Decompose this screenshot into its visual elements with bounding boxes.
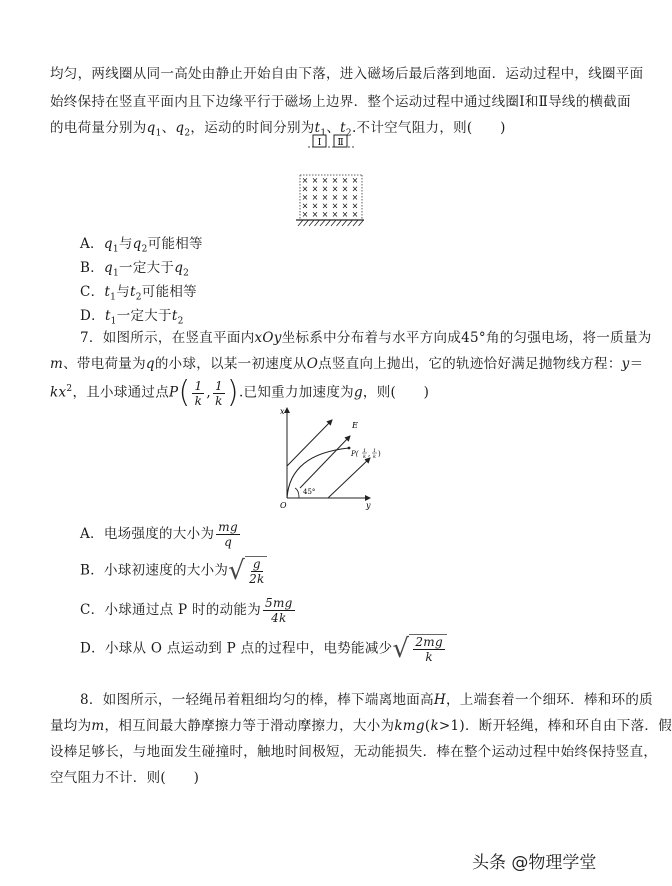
ground-hatch-line [315, 220, 320, 226]
field-cross-icon: × [331, 201, 339, 211]
field-cross-icon: × [321, 193, 329, 202]
q6-option-b[interactable]: B．$q_1$一定大于$q_2$ [80, 260, 190, 279]
field-cross-icon: × [301, 184, 309, 194]
q6-option-a[interactable]: A．$q_1$与$q_2$可能相等 [80, 236, 203, 255]
field-cross-icon: × [311, 184, 319, 194]
ground-hatch-line [304, 220, 309, 226]
field-cross-icon: × [331, 176, 339, 185]
q8-text-line2: 量均为m，相互间最大静摩擦力等于滑动摩擦力，大小为kmg(k>1)．断开轻绳，棒和环自由下落．假 [50, 718, 672, 734]
field-cross-icon: × [321, 201, 329, 211]
ground-hatch-line [342, 220, 347, 226]
q7-option-a[interactable]: A．电场强度的大小为 $\frac{mg}{q}$ [80, 520, 238, 549]
q7-figure [270, 402, 390, 514]
field-line-2 [300, 436, 350, 488]
field-cross-icon: × [321, 184, 329, 194]
q7-text-line1: 7．如图所示，在竖直平面内xOy坐标系中分布着与水平方向成45°角的匀强电场，将一质量为 [80, 330, 652, 346]
coil-2-label: Ⅱ [337, 138, 344, 148]
watermark: 头条 @物理学堂 [472, 853, 597, 873]
angle-arc [295, 488, 299, 498]
field-cross-icon: × [311, 176, 319, 185]
point-p [348, 447, 351, 450]
x-axis-label: x [280, 407, 285, 416]
y-axis-label: y [366, 501, 371, 510]
svg-text:,: , [368, 450, 371, 458]
field-cross-icon: × [331, 193, 339, 202]
field-cross-icon: × [301, 210, 309, 219]
field-cross-icon: × [341, 184, 349, 194]
svg-text:k: k [373, 454, 377, 460]
origin-label: O [280, 501, 287, 510]
q6-text-line2: 始终保持在竖直平面内且下边缘平行于磁场上边界．整个运动过程中通过线圈Ⅰ和Ⅱ导线的横截面 [50, 94, 631, 110]
q6-figure [290, 132, 370, 228]
ground-hatching [298, 220, 364, 226]
q7-text-line2: m、带电荷量为q的小球，以某一初速度从O点竖直向上抛出，它的轨迹恰好满足抛物线方程：y＝ [50, 356, 644, 372]
field-cross-icon: × [311, 193, 319, 202]
ground-hatch-line [326, 220, 331, 226]
field-cross-icon: × [321, 176, 329, 185]
q7-text-line3: $kx^2$，且小球通过点P( $\frac{1}{k}$ , $\frac{1}{k}$ ).已知重力加速度为g，则( ) [50, 375, 430, 410]
q6-text-line3: 的电荷量分别为$q_1$、$q_2$，运动的时间分别为$t_1$、$t_2$.不计空气阻力，则( ) [50, 120, 506, 139]
magnetic-field-region [302, 176, 359, 219]
q8-text-line3: 设棒足够长，与地面发生碰撞时，触地时间极短，无动能损失．棒在整个运动过程中始终保持竖直， [50, 744, 658, 760]
field-cross-icon: × [311, 201, 319, 211]
svg-text:1: 1 [363, 448, 367, 454]
field-cross-icon: × [351, 193, 359, 202]
q7-option-b[interactable]: B．小球初速度的大小为 √ $\frac{g}{2k}$ [80, 556, 265, 586]
field-cross-icon: × [351, 176, 359, 185]
q8-text-line4: 空气阻力不计．则( ) [50, 770, 200, 786]
q7-option-d[interactable]: D．小球从 O 点运动到 P 点的过程中，电势能减少 √ $\frac{2mg}{k}$ [80, 634, 447, 664]
field-cross-icon: × [341, 210, 349, 219]
ground-hatch-line [309, 220, 314, 226]
field-cross-icon: × [311, 210, 319, 219]
field-cross-icon: × [301, 193, 309, 202]
field-cross-icon: × [321, 210, 329, 219]
field-cross-icon: × [351, 184, 359, 194]
angle-label: 45° [303, 488, 316, 496]
svg-text:1: 1 [373, 448, 377, 454]
q6-option-c[interactable]: C．$t_1$与$t_2$可能相等 [80, 284, 197, 303]
q7-option-c[interactable]: C．小球通过点 P 时的动能为 $\frac{5mg}{4k}$ [80, 596, 293, 625]
field-cross-icon: × [351, 210, 359, 219]
q8-text-line1: 8．如图所示，一轻绳吊着粗细均匀的棒，棒下端离地面高H，上端套着一个细环．棒和环的质 [80, 692, 653, 708]
svg-text:k: k [363, 454, 367, 460]
trajectory-curve [287, 448, 349, 498]
field-line-3 [328, 458, 370, 498]
field-cross-icon: × [341, 201, 349, 211]
field-label: E [352, 421, 358, 430]
point-p-label: P( [351, 450, 359, 458]
field-cross-icon: × [331, 184, 339, 194]
field-cross-icon: × [341, 176, 349, 185]
ground-hatch-line [320, 220, 325, 226]
ground-hatch-line [298, 220, 303, 226]
field-cross-icon: × [301, 201, 309, 211]
field-cross-icon: × [301, 176, 309, 185]
field-cross-icon: × [341, 193, 349, 202]
ground-hatch-line [331, 220, 336, 226]
ground-hatch-line [359, 220, 364, 226]
svg-text:): ) [378, 450, 381, 458]
ground-hatch-line [348, 220, 353, 226]
ground-hatch-line [337, 220, 342, 226]
q6-option-d[interactable]: D．$t_1$一定大于$t_2$ [80, 308, 184, 327]
q6-text-line1: 均匀，两线圈从同一高处由静止开始自由下落，进入磁场后最后落到地面．运动过程中，线圈平面 [50, 66, 644, 82]
field-cross-icon: × [351, 201, 359, 211]
coil-1-label: Ⅰ [317, 138, 322, 148]
field-cross-icon: × [331, 210, 339, 219]
ground-hatch-line [353, 220, 358, 226]
